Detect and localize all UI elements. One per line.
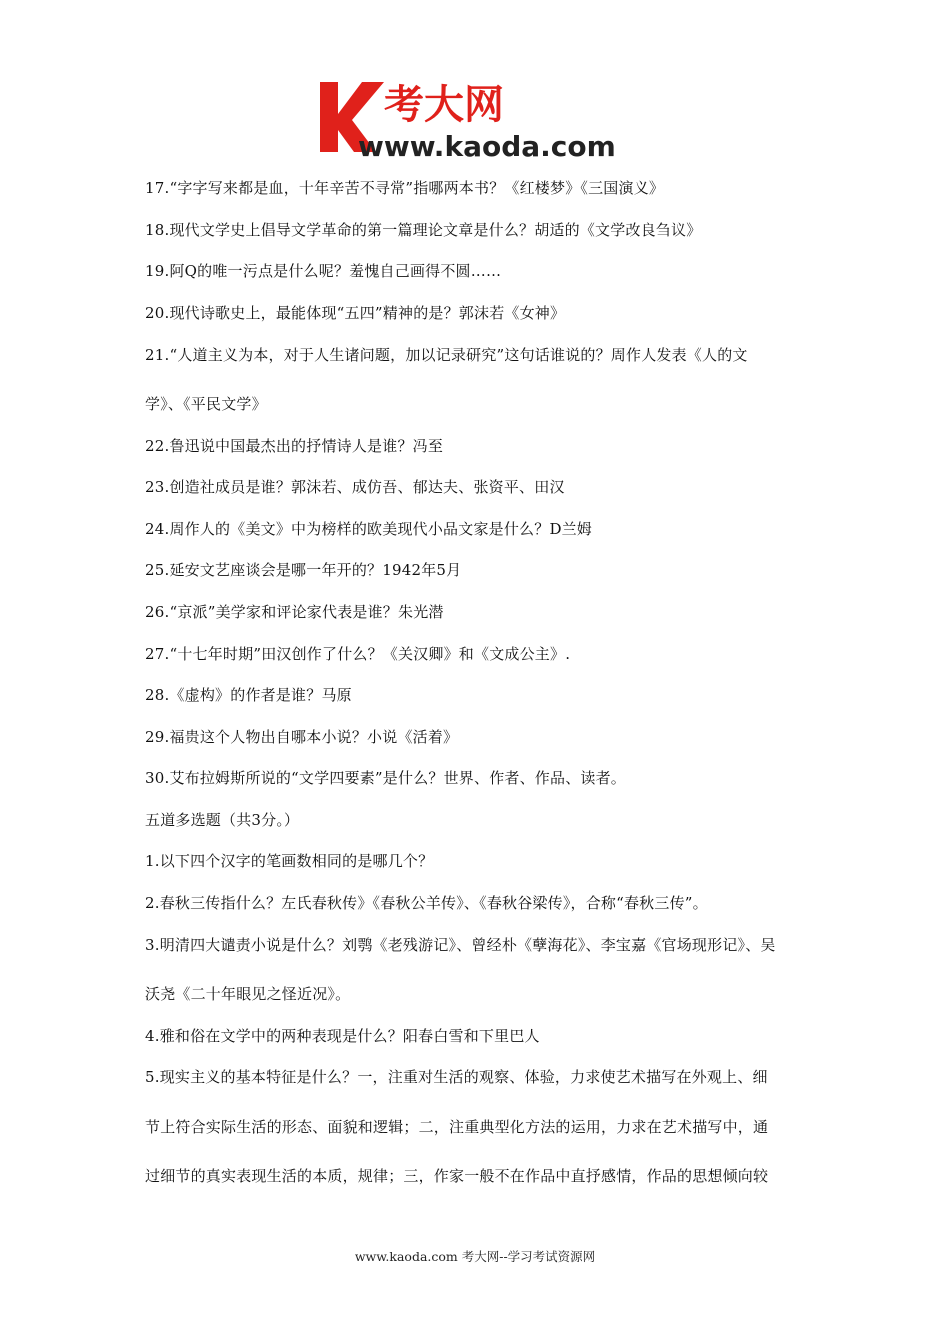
question-18: 18.现代文学史上倡导文学革命的第一篇理论文章是什么？胡适的《文学改良刍议》 [145, 221, 702, 239]
question-26: 26.“京派”美学家和评论家代表是谁？朱光潜 [145, 603, 444, 621]
multi-question-2: 2.春秋三传指什么？左氏春秋传》《春秋公羊传》、《春秋谷梁传》，合称“春秋三传”。 [145, 894, 708, 912]
multi-question-4: 4.雅和俗在文学中的两种表现是什么？阳春白雪和下里巴人 [145, 1027, 540, 1045]
question-29: 29.福贵这个人物出自哪本小说？小说《活着》 [145, 728, 459, 746]
question-28: 28.《虚构》的作者是谁？马原 [145, 686, 352, 704]
question-27: 27.“十七年时期”田汉创作了什么？《关汉卿》和《文成公主》. [145, 645, 571, 663]
question-24: 24.周作人的《美文》中为榜样的欧美现代小品文家是什么？D兰姆 [145, 520, 593, 538]
question-25: 25.延安文艺座谈会是哪一年开的？1942年5月 [145, 561, 462, 579]
multi-question-5: 5.现实主义的基本特征是什么？一，注重对生活的观察、体验，力求使艺术描写在外观上、细 [145, 1068, 768, 1086]
multi-question-3: 3.明清四大谴责小说是什么？刘鹗《老残游记》、曾经朴《孽海花》、李宝嘉《官场现形记》、吴 [145, 936, 776, 954]
logo-brand-text: 考大网 [384, 82, 504, 128]
logo-domain-text: www.kaoda.com [358, 130, 616, 162]
question-21: 21.“人道主义为本，对于人生诸问题，加以记录研究”这句话谁说的？周作人发表《人的文 [145, 346, 748, 364]
section-heading: 五道多选题（共3分。） [145, 811, 300, 829]
multi-question-3-cont: 沃尧《二十年眼见之怪近况》。 [145, 985, 351, 1003]
question-21-cont: 学》、《平民文学》 [145, 395, 267, 413]
multi-question-5-cont-1: 节上符合实际生活的形态、面貌和逻辑；二，注重典型化方法的运用，力求在艺术描写中，通 [145, 1118, 769, 1136]
question-17: 17.“字字写来都是血，十年辛苦不寻常”指哪两本书？《红楼梦》《三国演义》 [145, 179, 665, 197]
kaoda-logo-graphic [318, 80, 640, 162]
question-19: 19.阿Q的唯一污点是什么呢？羞愧自己画得不圆…… [145, 262, 502, 280]
question-22: 22.鲁迅说中国最杰出的抒情诗人是谁？冯至 [145, 437, 444, 455]
multi-question-1: 1.以下四个汉字的笔画数相同的是哪几个？ [145, 852, 434, 870]
kaoda-logo [318, 80, 640, 162]
question-30: 30.艾布拉姆斯所说的“文学四要素”是什么？世界、作者、作品、读者。 [145, 769, 626, 787]
question-23: 23.创造社成员是谁？郭沫若、成仿吾、郁达夫、张资平、田汉 [145, 478, 565, 496]
page-footer: www.kaoda.com 考大网--学习考试资源网 [354, 1249, 596, 1264]
question-20: 20.现代诗歌史上，最能体现“五四”精神的是？郭沫若《女神》 [145, 304, 566, 322]
multi-question-5-cont-2: 过细节的真实表现生活的本质，规律；三，作家一般不在作品中直抒感情，作品的思想倾向较 [145, 1167, 769, 1185]
